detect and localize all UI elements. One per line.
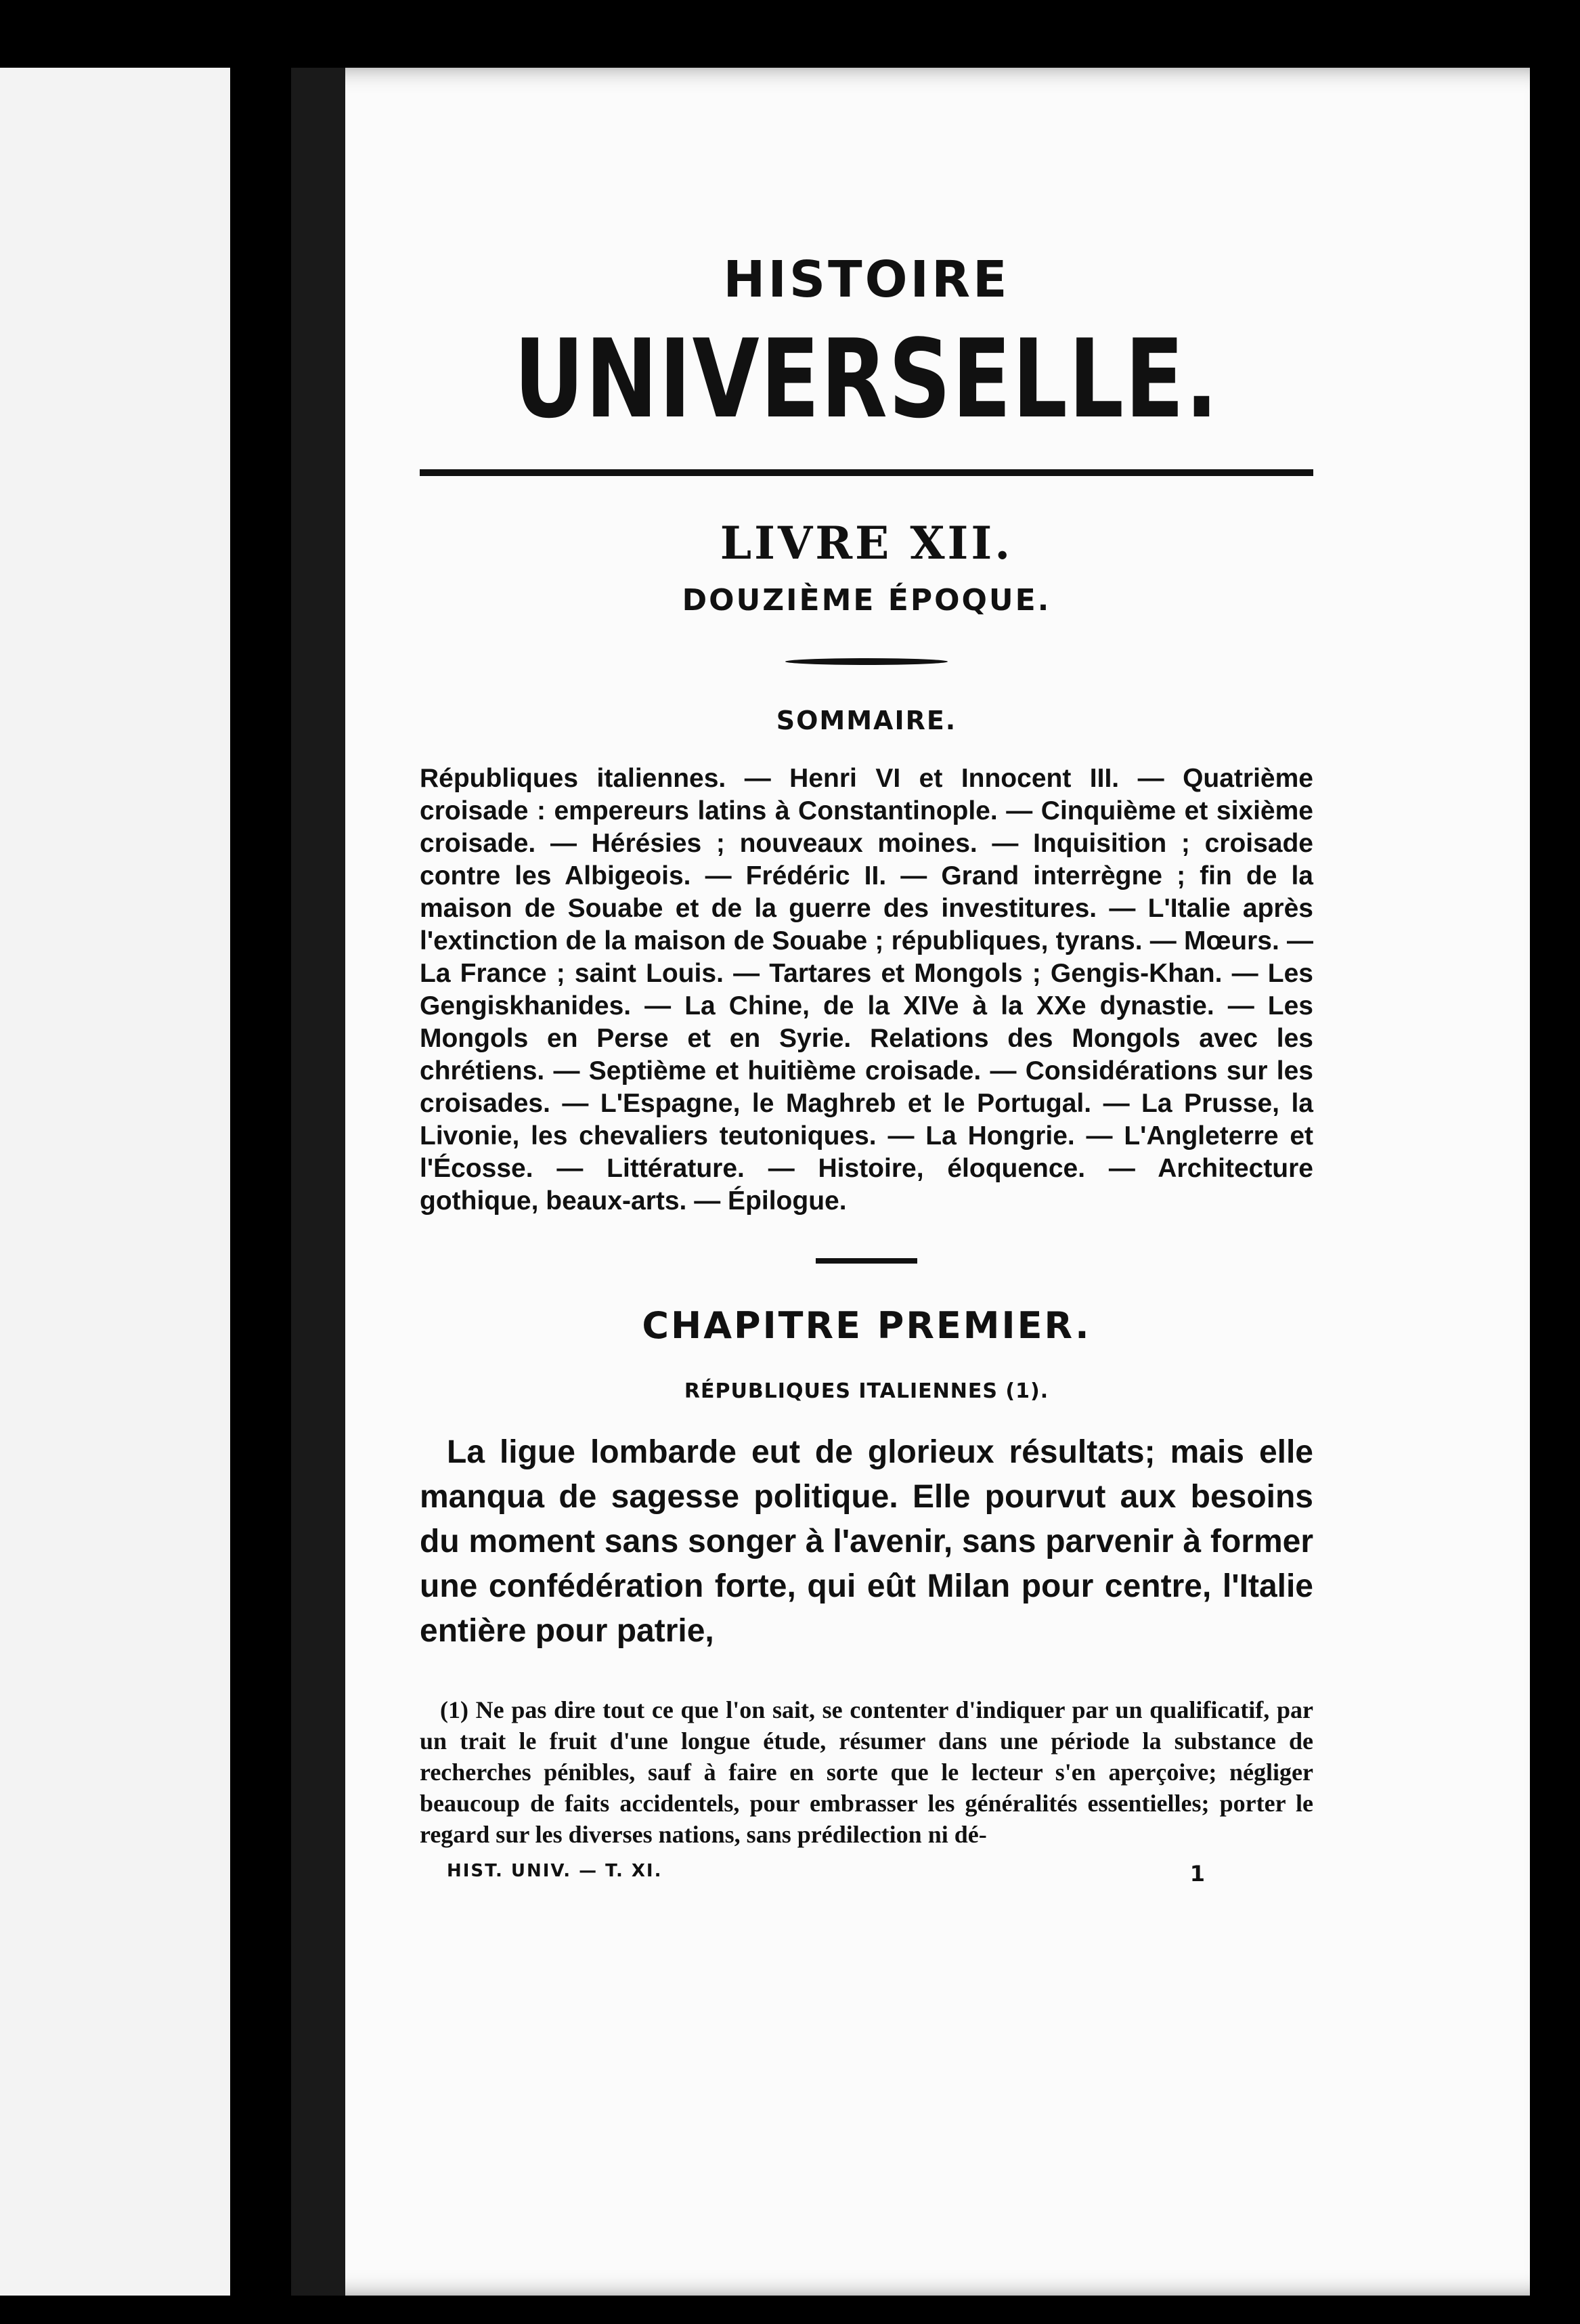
left-page <box>0 68 230 2296</box>
signature-mark: HIST. UNIV. — T. XI. <box>447 1861 663 1881</box>
chapter-title: CHAPITRE PREMIER. <box>642 1304 1091 1347</box>
book-title-main: UNIVERSELLE. <box>514 316 1219 442</box>
livre-heading: LIVRE XII. <box>720 517 1013 569</box>
page-number: 1 <box>1189 1861 1205 1887</box>
title-rule <box>420 469 1313 476</box>
gutter-shadow <box>291 68 345 2296</box>
epoque-heading: DOUZIÈME ÉPOQUE. <box>682 583 1051 618</box>
chapter-body: La ligue lombarde eut de glorieux résultats; mais elle manqua de sagesse politique. Elle pourvut aux besoins du moment sans songer à l'avenir, sans parvenir à former une confédération forte, qui eût Milan pour centre, l'Italie entière pour patrie, <box>420 1434 1313 1649</box>
sommaire-heading: SOMMAIRE. <box>776 706 957 735</box>
sommaire-text: Républiques italiennes. — Henri VI et Innocent III. — Quatrième croisade : empereurs latins à Constantinople. — Cinquième et sixième croisade. — Hérésies ; nouveaux moines. — Inquisition ; croisade contre les Albigeois. — Frédéric II. — Grand interrègne ; fin de la maison de Souabe et de la guerre des investitures. — L'Italie après l'extinction de la maison de Souabe ; républiques, tyrans. — Mœurs. — La France ; saint Louis. — Tartares et Mongols ; Gengis-Khan. — Les Gengiskhanides. — La Chine, de la XIVe à la XXe dynastie. — Les Mongols en Perse et en Syrie. Relations des Mongols avec les chrétiens. — Septième et huitième croisade. — Considérations sur les croisades. — L'Espagne, le Maghreb et le Portugal. — La Prusse, la Livonie, les chevaliers teutoniques. — La Hongrie. — L'Angleterre et l'Écosse. — Littérature. — Histoire, éloquence. — Architecture gothique, beaux-arts. — Épilogue. <box>420 764 1313 1215</box>
ornament-divider <box>785 658 948 665</box>
page-footer <box>420 1861 1313 1887</box>
book-title-top: HISTOIRE <box>723 251 1010 309</box>
section-divider <box>816 1258 917 1264</box>
page-content <box>420 251 1313 1887</box>
chapter-subtitle: RÉPUBLIQUES ITALIENNES (1). <box>684 1379 1049 1403</box>
footnote: (1) Ne pas dire tout ce que l'on sait, se contenter d'indiquer par un qualificatif, par un trait le fruit d'une longue étude, résumer dans une période la substance de recherches pénibles, sauf à faire en sorte que le lecteur s'en aperçoive; négliger beaucoup de faits accidentels, pour embrasser les généralités essentielles; porter le regard sur les diverses nations, sans prédilection ni dé- <box>420 1696 1313 1848</box>
